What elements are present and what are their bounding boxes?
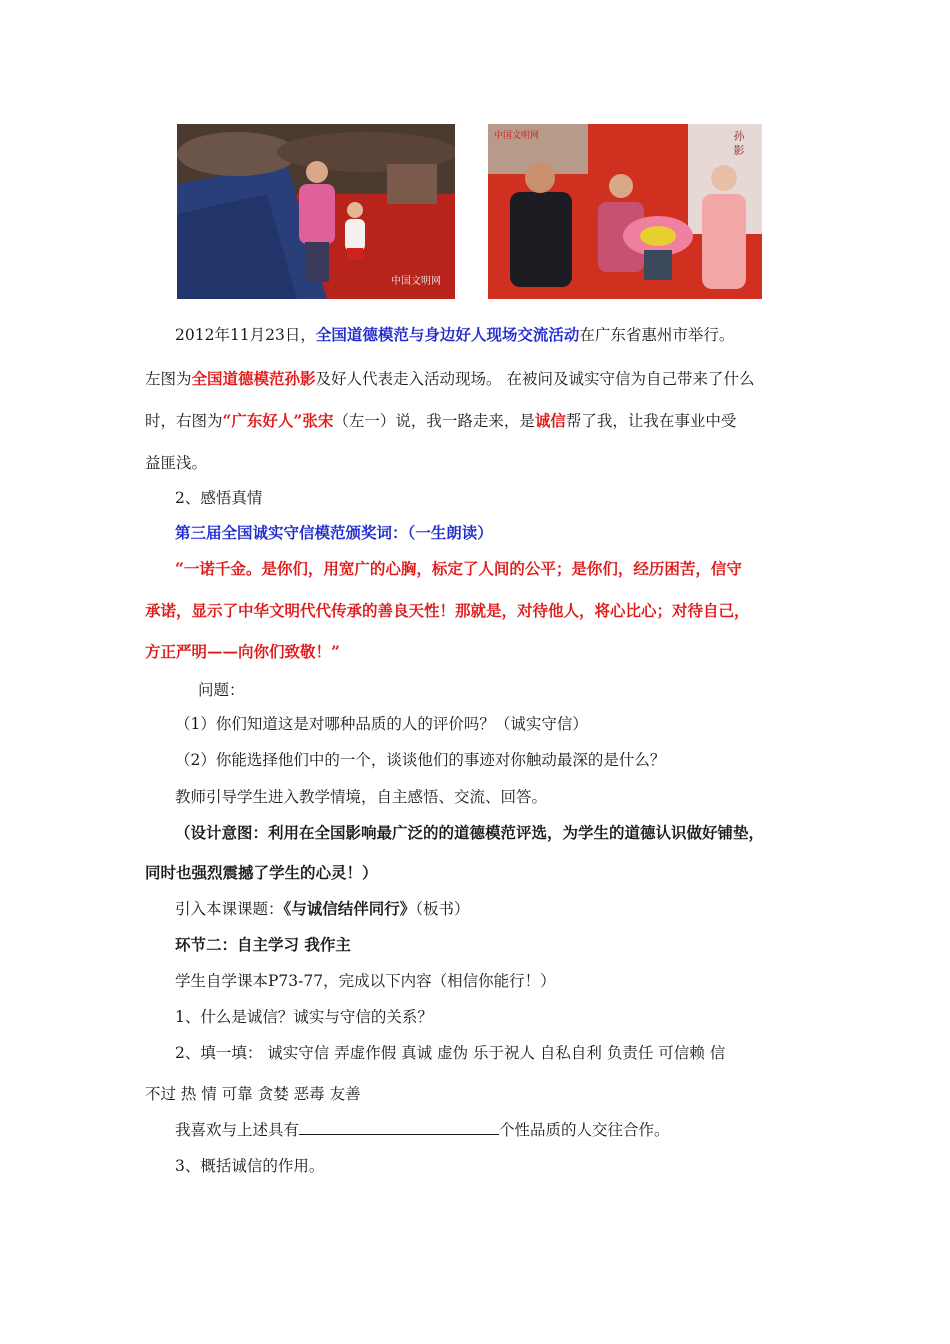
award-line1: “一诺千金。是你们，用宽广的心胸，标定了人间的公平；是你们，经历困苦，信守 [175,559,742,578]
para1-line1 [175,323,734,345]
text-run: 帮了我，让我在事业中受 [565,412,737,430]
award-title: 第三届全国诚实守信模范颁奖词：（一生朗读） [175,523,493,542]
text-run: 引入本课课题： [175,900,284,918]
photo-left-watermark: 中国文明网 [391,276,441,287]
text-run: 左图为 [145,370,192,388]
award-line3: 方正严明——向你们致敬！” [145,642,340,661]
text-run: 在广东省惠州市举行。 [579,326,735,344]
text-run: 时，右图为 [145,412,223,430]
step2-heading: 环节二：自主学习 我作主 [175,935,351,954]
award-line2: 承诺，显示了中华文明代代传承的善良天性！那就是，对待他人，将心比心；对待自己， [145,601,750,620]
photo-right-banner: 孙 影 [732,130,745,156]
text-run: 个性品质的人交往合作。 [499,1121,670,1139]
para1-line3 [145,409,736,431]
lesson-intro [175,897,470,919]
design-intent-line2: 同时也强烈震撼了学生的心灵！） [145,863,378,882]
good-person-name: “广东好人”张宋 [222,411,334,430]
item-2-line1: 2、填一填： 诚实守信 弄虚作假 真诚 虚伪 乐于祝人 自私自利 负责任 可信赖 信 [175,1044,726,1062]
text-run: （板书） [415,900,470,918]
text-run: （左一）说，我一路走来，是 [333,412,535,430]
design-intent-line1: （设计意图：利用在全国影响最广泛的的道德模范评选，为学生的道德认识做好铺垫， [175,823,765,842]
para1-line4: 益匪浅。 [145,454,208,472]
question-1: （1）你们知道这是对哪种品质的人的评价吗？（诚实守信） [175,715,588,733]
text-run: 及好人代表走入活动现场。 在被问及诚实守信为自己带来了什么 [315,370,755,388]
photo-right-watermark: 中国文明网 [494,131,540,141]
teacher-guide: 教师引导学生进入教学情境，自主感悟、交流、回答。 [175,788,548,806]
photo-left [177,124,455,299]
text-run: 我喜欢与上述具有 [175,1121,300,1139]
keyword-integrity: 诚信 [534,411,566,430]
photo-right [488,124,762,299]
item-3: 3、概括诚信的作用。 [175,1157,325,1175]
text-run: 2012年11月23日， [175,326,316,344]
para1-line2 [145,367,754,389]
item-1: 1、什么是诚信？诚实与守信的关系？ [175,1008,433,1026]
question-2: （2）你能选择他们中的一个，谈谈他们的事迹对你触动最深的是什么？ [175,751,666,769]
lesson-title: 《与诚信结伴同行》 [283,899,416,918]
activity-name: 全国道德模范与身边好人现场交流活动 [315,325,580,344]
photo-right-scene [488,124,762,299]
fill-sentence [175,1118,670,1140]
question-label: 问题： [198,681,245,699]
self-study: 学生自学课本P73-77，完成以下内容（相信你能行！） [175,972,556,990]
fill-blank-line[interactable] [299,1120,499,1135]
section-heading: 2、感悟真情 [175,489,263,507]
item-2-line2: 不过 热 情 可靠 贪婪 恶毒 友善 [145,1085,361,1103]
model-name: 全国道德模范孙影 [191,369,316,388]
